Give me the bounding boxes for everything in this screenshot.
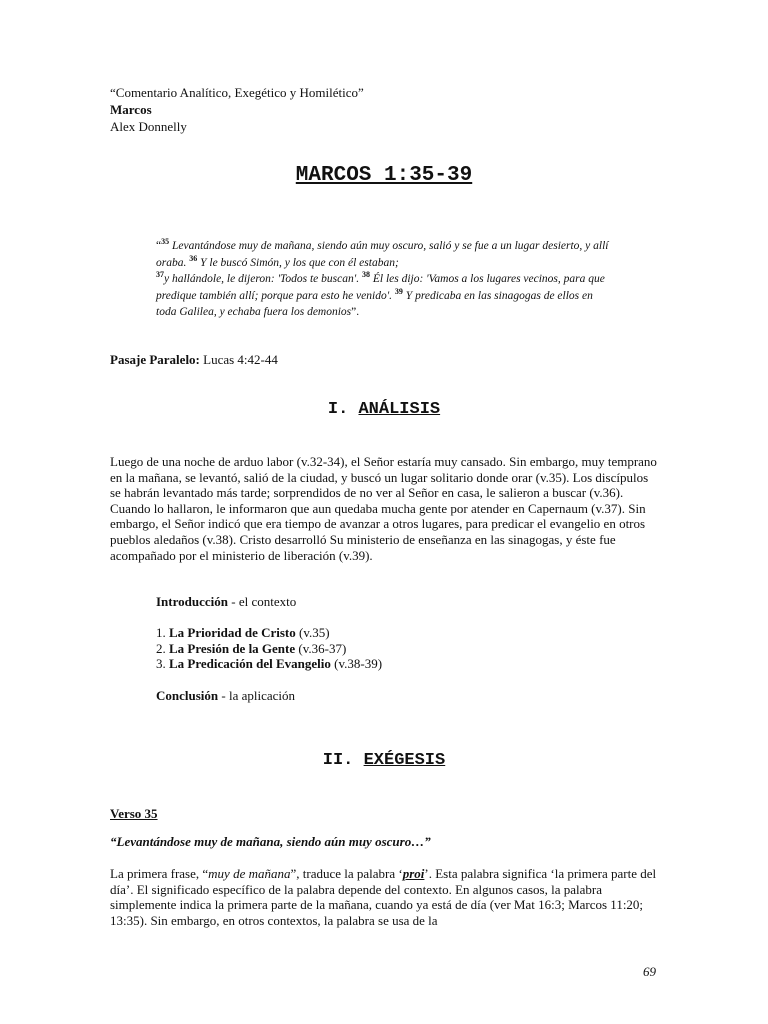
book-series-title: “Comentario Analítico, Exegético y Homilético”: [110, 85, 364, 100]
outline-item: [156, 641, 382, 657]
outline-conclusion: [156, 688, 382, 704]
italic-term: muy de mañana: [208, 866, 291, 881]
parallel-label: Pasaje Paralelo:: [110, 352, 200, 367]
parallel-passage: [110, 352, 278, 368]
item-title: La Predicación del Evangelio: [169, 656, 331, 672]
item-ref: (v.38-39): [330, 656, 383, 672]
item-ref: (v.35): [295, 625, 330, 641]
quote-text-39: Y predicaba en las sinagogas de ellos en toda Galilea, y echaba fuera los demonios: [156, 289, 593, 319]
outline-item: [156, 656, 382, 672]
section-title: ANÁLISIS: [358, 400, 441, 419]
intro-label: Introducción: [156, 594, 228, 609]
book-name: Marcos: [110, 102, 152, 117]
verse-phrase: “Levantándose muy de mañana, siendo aún muy oscuro…”: [110, 834, 431, 849]
item-number: 1.: [156, 625, 169, 641]
verse-number-36: 36: [189, 253, 198, 263]
quote-text-38: Él les dijo: 'Vamos a los lugares vecinos, para que predique también allí; porque para esto he venido'.: [156, 273, 605, 302]
exegesis-paragraph: [110, 866, 660, 928]
author-name: Alex Donnelly: [110, 119, 187, 134]
item-number: 2.: [156, 640, 169, 656]
document-header: [110, 84, 364, 135]
text-run: La primera frase, “: [110, 866, 209, 881]
outline-intro: [156, 594, 382, 610]
quote-text-35: Levantándose muy de mañana, siendo aún muy oscuro, salió y se fue a un lugar desierto, y allí oraba.: [156, 240, 609, 269]
page-title: MARCOS 1:35-39: [295, 164, 473, 187]
item-number: 3.: [156, 656, 169, 672]
section-heading-analysis: [0, 400, 768, 419]
quote-text-36: Y le buscó Simón, y los que con él estaban;: [197, 256, 399, 269]
verse-number-35: 35: [161, 237, 170, 247]
verse-heading: Verso 35: [110, 806, 158, 821]
section-number: I.: [327, 400, 349, 419]
section-number: II.: [322, 751, 354, 770]
item-title: La Prioridad de Cristo: [169, 625, 296, 641]
outline-item: [156, 625, 382, 641]
text-run: ”, traduce la palabra ‘: [290, 866, 403, 881]
conclusion-label: Conclusión: [156, 687, 219, 703]
sermon-outline: [156, 594, 382, 703]
quote-close-mark: ”.: [351, 306, 360, 319]
scripture-quote: [156, 238, 616, 321]
quote-open-mark: “: [156, 240, 162, 252]
analysis-paragraph: Luego de una noche de arduo labor (v.32-34), el Señor estaría muy cansado. Sin embargo, muy temprano en la mañana, se levantó, salió de la ciudad, y buscó un lugar solitario donde orar (v.35). Los discípulos se habrán levantado más tarde; sorprendidos de no ver al Señor en casa, le salieron a buscar (v.36). Cuando lo hallaron, le informaron que aun quedaba mucha gente por atender en Capernaum (v.37). Sin embargo, el Señor indicó que era tiempo de avanzar a otros lugares, para predicar el evangelio en otros pueblos aledaños (v.38). Cristo desarrolló Su ministerio de enseñanza en las sinagogas, y éste fue acompañado por el ministerio de liberación (v.39).: [110, 454, 657, 563]
conclusion-text: - la aplicación: [218, 687, 296, 703]
parallel-ref: Lucas 4:42-44: [199, 352, 278, 367]
verse-number-37: 37: [156, 270, 164, 280]
section-heading-exegesis: [0, 751, 768, 770]
verse-number-39: 39: [394, 286, 403, 296]
item-title: La Presión de la Gente: [169, 640, 296, 656]
text-run: ’. Esta palabra significa ‘la primera parte del día’. El significado específico de la palabra depende del contexto. En algunos casos, la palabra simplemente indica la primera parte de la mañana, cuando ya está de día (ver Mat 16:3; Marcos 11:20; 13:35). Sin embargo, en otros contextos, la palabra se usa de la: [110, 866, 657, 928]
greek-word: proi: [402, 866, 425, 881]
item-ref: (v.36-37): [295, 640, 347, 656]
page-number: 69: [643, 964, 656, 979]
intro-text: - el contexto: [228, 594, 297, 609]
section-title: EXÉGESIS: [363, 751, 446, 770]
verse-number-38: 38: [361, 270, 370, 280]
quote-text-37: y hallándole, le dijeron: 'Todos te buscan'.: [164, 273, 362, 286]
